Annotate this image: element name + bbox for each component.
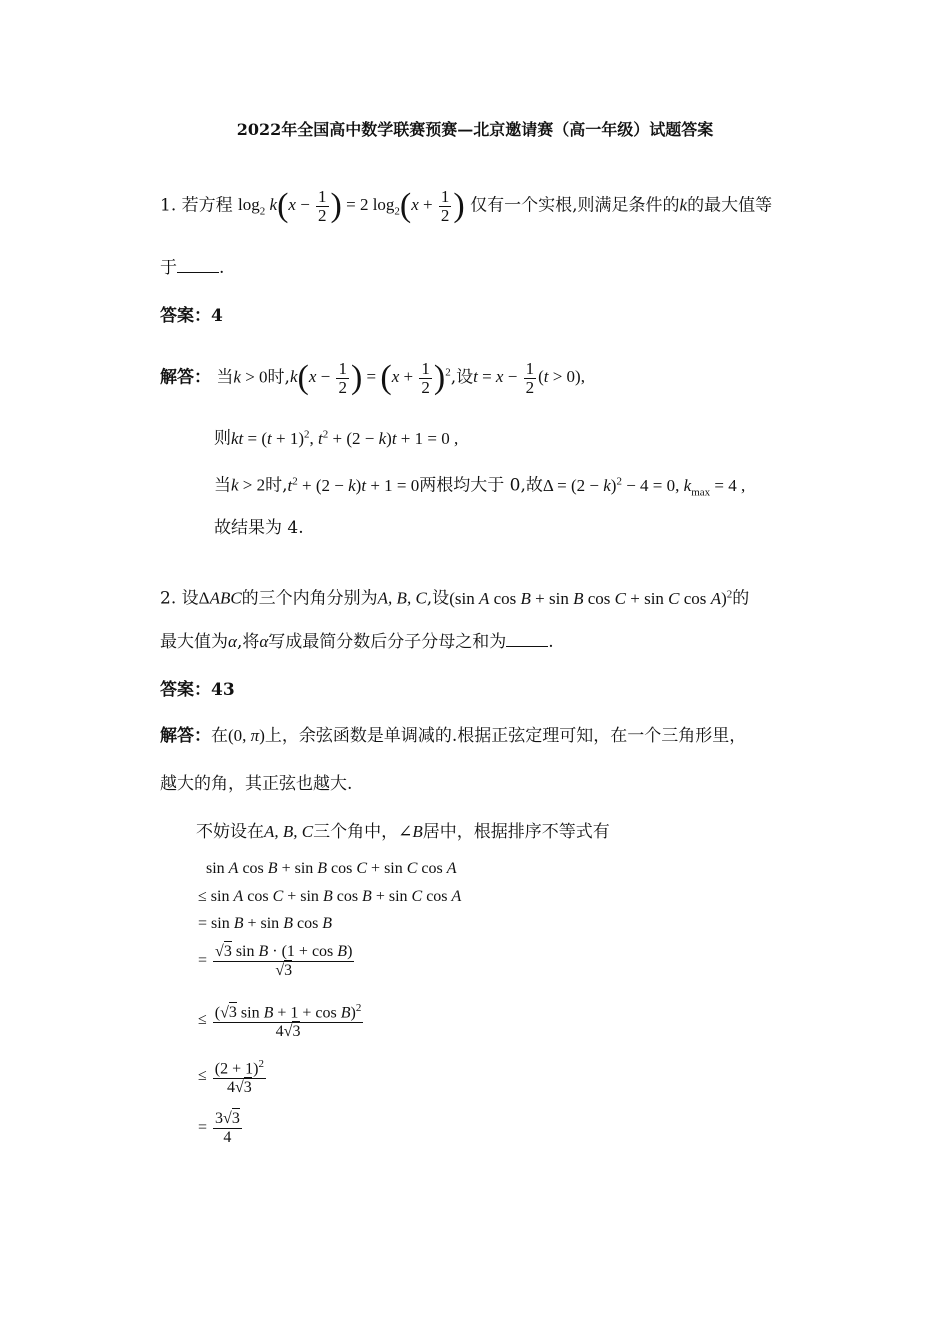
solution-1-line2: 则kt = $(t + 1)^2$, $t^2 + (2 - k)t + 1 = 0$ , — [214, 428, 459, 449]
question-1: 1. 若方程 $\log_2 k(x$ − $\frac{1}{2}$ ) = 2 $\log_2(x$ + $\frac{1}{2}$ ) 仅有一个实根,则满足条件的k的最大值等 — [160, 187, 773, 225]
derivation-step-5: ≤ $\frac{(√3 \sin B + 1 + \cos B)^2}{4√3}$ — [198, 999, 365, 1041]
answer-2: 答案：43 — [160, 680, 235, 700]
derivation-step-3: = sin B + sin B cos B — [198, 915, 333, 932]
solution-2-line3: 不妨设在A, B, C三个角中，∠B居中，根据排序不等式有 — [196, 822, 610, 842]
derivation-step-2: ≤ sin A cos C + sin B cos B + sin C cos A — [198, 888, 462, 905]
derivation-step-4: = $\frac{\text{√3 sin B · (1 + cos B)}}{√3}$ — [198, 943, 353, 979]
solution-2-line2: 越大的角，其正弦也越大. — [160, 774, 353, 794]
solution-2-line1: 解答：在(0, π)上，余弦函数是单调减的.根据正弦定理可知，在一个三角形里， — [160, 726, 747, 746]
derivation-step-7: = $\frac{3√3}{4}$ — [198, 1110, 240, 1146]
answer-1: 答案：4 — [160, 306, 223, 326]
derivation-step-1: sin A cos B + sin B cos C + sin C cos A — [198, 860, 457, 877]
document-title: 2022年全国高中数学联赛预赛—北京邀请赛（高一年级）试题答案 — [236, 120, 714, 139]
derivation-step-6: ≤ $\frac{(2 + 1)^2}{4√3}$ — [198, 1055, 268, 1097]
solution-1-line1: 解答： 当k > 0时,k(x − $\frac{1}{2}$ ) = (x + $\frac{1}{2}$ )$^2$,设t = x − $\frac{1}{2}$ (t > 0), — [160, 359, 585, 397]
solution-1-line4: 故结果为 4. — [214, 518, 304, 538]
question-2: 2. 设ΔABC的三个内角分别为A, B, C,设(sin A cos B + sin B cos C + sin C cos A)$^2$的 — [160, 588, 750, 609]
solution-1-line3: 当k > 2时$,t^2 + (2 - k)t + 1 = 0$两根均大于 0,故$\Delta = (2 - k)^2 - 4 = 0$, $k_{max} = 4$ , — [214, 475, 746, 499]
question-1-line2: 于 . — [160, 258, 225, 278]
question-2-line2: 最大值为α,将α写成最简分数后分子分母之和为 . — [160, 632, 554, 652]
